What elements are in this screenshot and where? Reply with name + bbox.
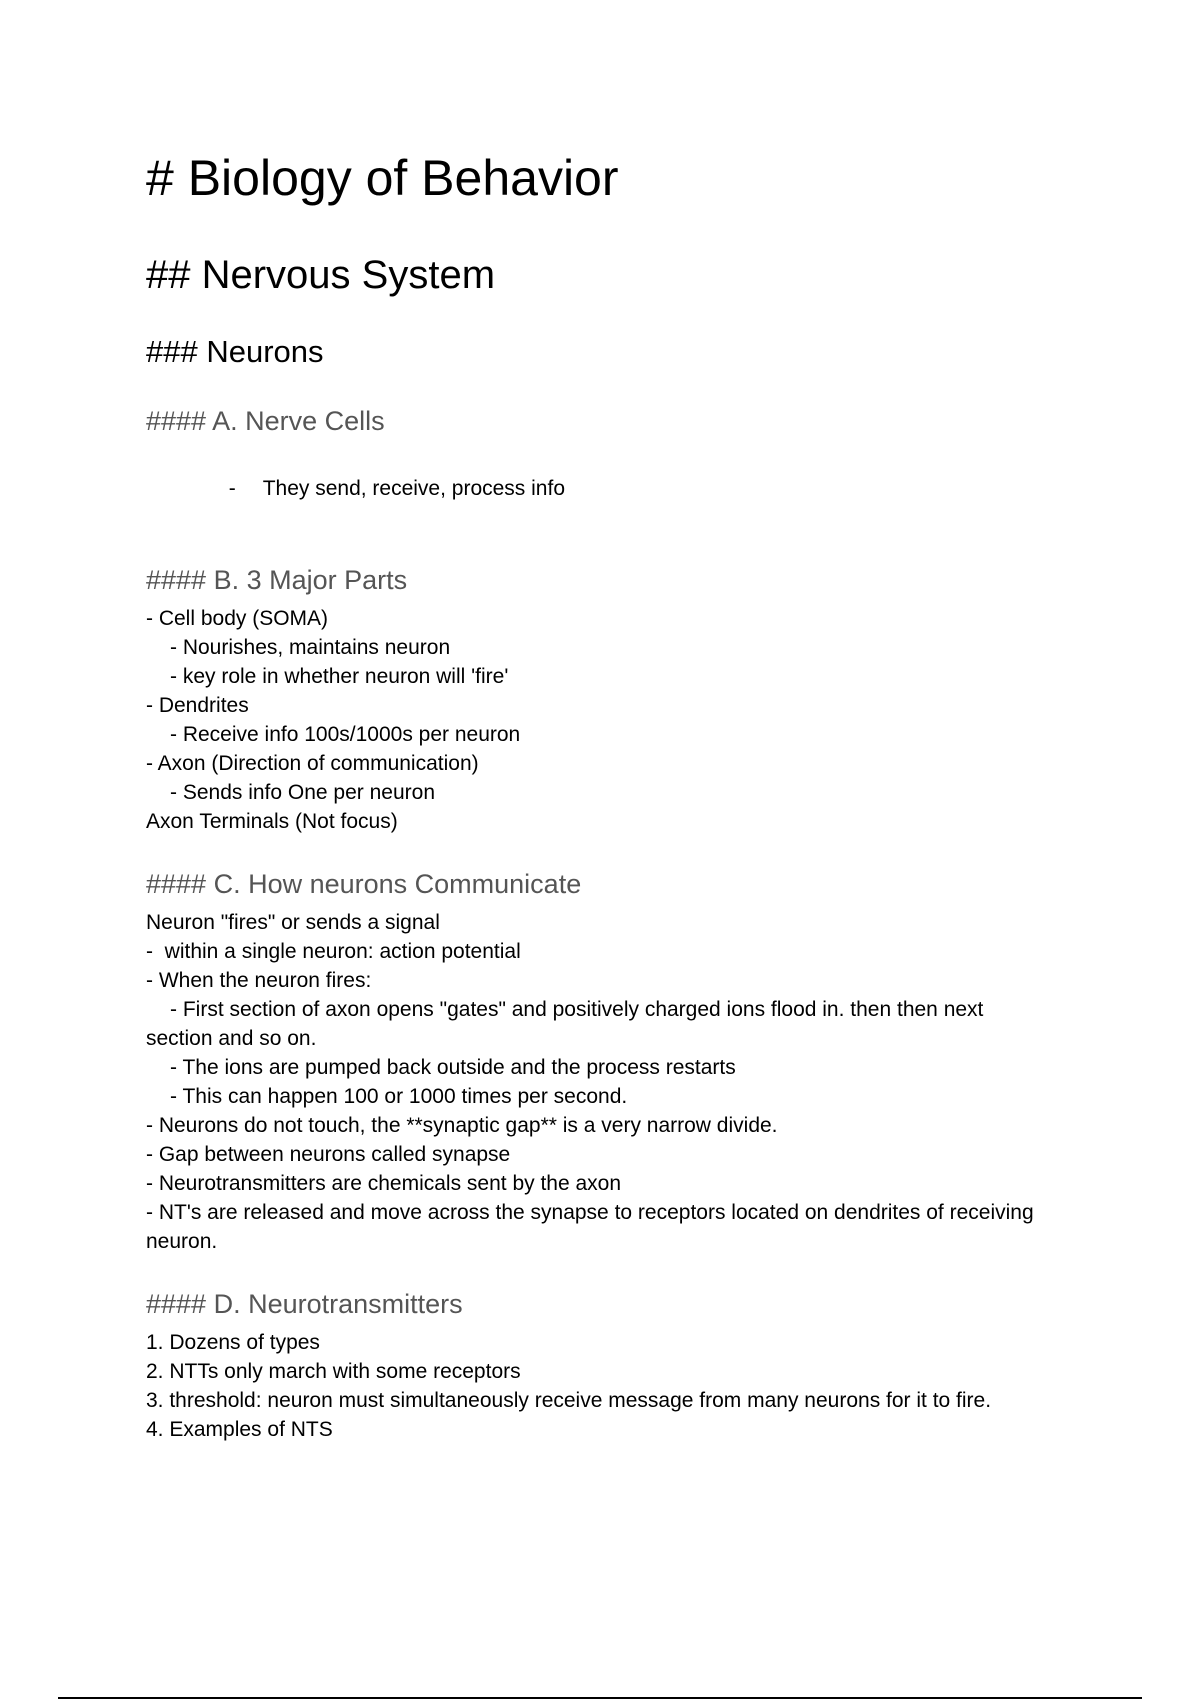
list-item: - When the neuron fires:	[146, 969, 372, 992]
part-a-bullet	[146, 445, 1096, 532]
list-item: - Sends info One per neuron	[170, 781, 436, 804]
part-c-heading: #### C. How neurons Communicate	[146, 869, 582, 899]
bullet-dash: -	[228, 477, 236, 500]
list-item: 3. threshold: neuron must simultaneously receive message from many neurons for it to fire.	[146, 1389, 992, 1412]
part-a-heading: #### A. Nerve Cells	[146, 406, 385, 436]
bottom-rule	[58, 1697, 1142, 1699]
section-heading-nervous-system: ## Nervous System	[146, 253, 496, 297]
list-item: 4. Examples of NTS	[146, 1418, 333, 1441]
list-item: - The ions are pumped back outside and the process restarts	[170, 1056, 736, 1079]
list-item: section and so on.	[146, 1027, 317, 1050]
list-item: - First section of axon opens "gates" and positively charged ions flood in. then then next	[170, 998, 984, 1021]
list-item: - Gap between neurons called synapse	[146, 1143, 511, 1166]
list-item: - This can happen 100 or 1000 times per second.	[170, 1085, 628, 1108]
part-d-heading: #### D. Neurotransmitters	[146, 1289, 463, 1319]
list-item: Neuron "fires" or sends a signal	[146, 911, 440, 934]
subsection-heading-neurons: ### Neurons	[146, 334, 324, 369]
part-c	[146, 866, 1096, 1256]
part-b-heading: #### B. 3 Major Parts	[146, 565, 408, 595]
document-body	[146, 145, 1096, 1444]
list-item: Axon Terminals (Not focus)	[146, 810, 398, 833]
list-item: - Dendrites	[146, 694, 249, 717]
list-item: - Receive info 100s/1000s per neuron	[170, 723, 521, 746]
list-item: - NT's are released and move across the synapse to receptors located on dendrites of receiving	[146, 1201, 1034, 1224]
part-b-list	[146, 604, 1096, 836]
list-item: - Cell body (SOMA)	[146, 607, 329, 630]
part-a-bullet-text: They send, receive, process info	[262, 477, 566, 500]
list-item: - within a single neuron: action potential	[146, 940, 521, 963]
list-item: - Nourishes, maintains neuron	[170, 636, 451, 659]
document-title: # Biology of Behavior	[146, 150, 619, 206]
list-item: 1. Dozens of types	[146, 1331, 320, 1354]
list-item: 2. NTTs only march with some receptors	[146, 1360, 521, 1383]
list-item: - Neurotransmitters are chemicals sent by the axon	[146, 1172, 622, 1195]
list-item: - Axon (Direction of communication)	[146, 752, 479, 775]
part-d-list	[146, 1328, 1096, 1444]
part-a	[146, 403, 1096, 532]
list-item: - key role in whether neuron will 'fire'	[170, 665, 509, 688]
list-item: - Neurons do not touch, the **synaptic gap** is a very narrow divide.	[146, 1114, 778, 1137]
part-c-list	[146, 908, 1096, 1256]
list-item: neuron.	[146, 1230, 218, 1253]
part-d	[146, 1286, 1096, 1444]
part-b	[146, 562, 1096, 836]
